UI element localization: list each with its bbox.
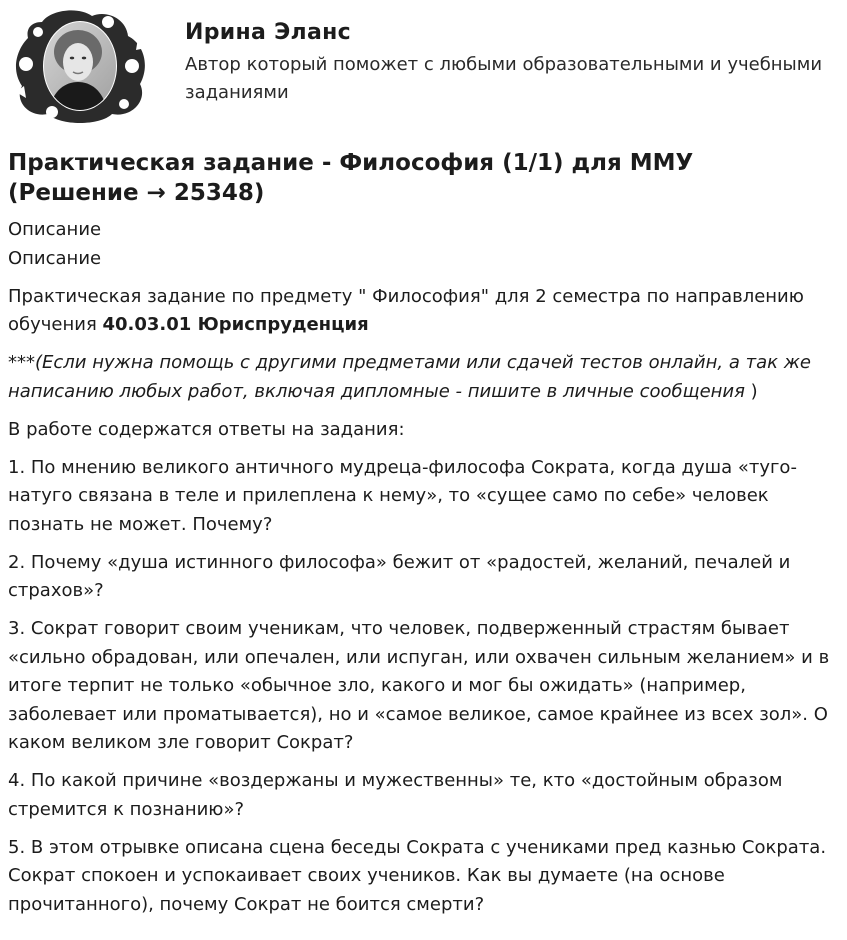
intro-specialty: 40.03.01 Юриспруденция: [102, 314, 369, 335]
page-title: Практическая задание - Философия (1/1) для ММУ (Решение → 25348): [8, 150, 694, 206]
notice-prefix: ***: [8, 352, 35, 373]
notice-paragraph: [8, 349, 843, 406]
author-description: Автор который поможет с любыми образовательными и учебными заданиями: [185, 54, 823, 103]
description-section: [8, 216, 843, 929]
contains-heading: В работе содержатся ответы на задания:: [8, 418, 405, 440]
avatar-image: [8, 8, 150, 126]
question-item: 5. В этом отрывке описана сцена беседы Сократа с учениками пред казнью Сократа. Сократ спокоен и успокаивает своих учеников. Как вы думаете (на основе прочитанного), почему Сократ не боится смерти?: [8, 836, 827, 915]
question-item: 3. Сократ говорит своим ученикам, что человек, подверженный страстям бывает «сильно обрадован, или опечален, или испуган, или охвачен сильным желанием» и в итоге терпит не только «обычное зло, какого и мог бы ожидать» (например, заболевает или проматывается), но и «самое великое, самое крайнее из всех зол». О каком великом зле говорит Сократ?: [8, 618, 830, 753]
description-label: Описание: [8, 219, 102, 240]
question-item: 2. Почему «душа истинного философа» бежит от «радостей, желаний, печалей и страхов»?: [8, 551, 791, 601]
author-name[interactable]: Ирина Эланс: [185, 20, 351, 45]
question-item: 4. По какой причине «воздержаны и мужественны» те, кто «достойным образом стремится к познанию»?: [8, 770, 783, 820]
intro-paragraph: [8, 283, 843, 340]
description-label: Описание: [8, 247, 102, 269]
intro-text: Практическая задание по предмету " Философия" для 2 семестра по направлению обучения: [8, 285, 804, 335]
notice-text: (Если нужна помощь с другими предметами или сдачей тестов онлайн, а так же написанию любых работ, включая дипломные - пишите в личные сообщения: [8, 352, 811, 402]
author-card: [8, 8, 839, 128]
notice-suffix: ): [744, 380, 758, 402]
author-avatar[interactable]: [8, 8, 150, 126]
question-item: 1. По мнению великого античного мудреца-философа Сократа, когда душа «туго-натуго связана в теле и прилеплена к нему», то «сущее само по себе» человек познать не может. Почему?: [8, 456, 797, 535]
